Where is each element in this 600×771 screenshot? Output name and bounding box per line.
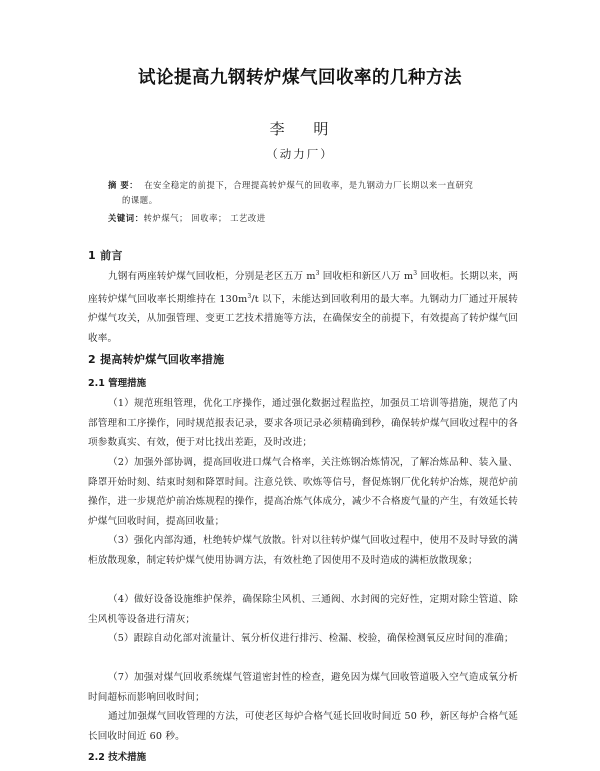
subsection-heading-technical: 2.2 技术措施	[88, 752, 147, 763]
author-affiliation: （动力厂）	[266, 147, 334, 161]
abstract	[108, 178, 528, 208]
measure-item: （2）加强外部协调，提高回收进口煤气合格率，关注炼钢冶炼情况，了解冶炼品种、装入量、降罩开始时刻、结束时刻和降罩时间。注意兑铁、吹炼等信号，督促炼钢厂优化转炉冶炼，规范炉前操作，进一步规范炉前冶炼规程的操作，提高冶炼气体成分，减少不合格废气量的产生，有效延长转炉煤气回收时间，提高回收量；	[88, 457, 518, 527]
subsection-heading-management: 2.1 管理措施	[88, 378, 147, 389]
measure-item: （3）强化内部沟通，杜绝转炉煤气放散。针对以往转炉煤气回收过程中，使用不及时导致的满柜放散现象，制定转炉煤气使用协调方法，有效杜绝了因使用不及时造成的满柜放散现象；	[88, 535, 518, 566]
measure-item: （7）加强对煤气回收系统煤气管道密封性的检查，避免因为煤气回收管道吸入空气造成氧分析时间超标而影响回收时间；	[88, 672, 518, 703]
management-summary: 通过加强煤气回收管理的方法，可使老区每炉合格气延长回收时间近 50 秒，新区每炉合格气延长回收时间近 60 秒。	[88, 711, 518, 742]
section-heading-measures: 2 提高转炉煤气回收率措施	[88, 353, 225, 366]
abstract-text-line1: 在安全稳定的前提下，合理提高转炉煤气的回收率，是九钢动力厂长期以来一直研究	[144, 180, 474, 190]
keywords	[108, 211, 528, 226]
measure-item: （5）跟踪自动化部对流量计、氧分析仪进行排污、检漏、校验，确保检测氧反应时间的准确；	[108, 633, 514, 644]
author-name: 李 明	[269, 120, 341, 138]
keywords-label: 关键词：	[108, 213, 144, 223]
paper-title: 试论提高九钢转炉煤气回收率的几种方法	[138, 68, 462, 88]
abstract-label: 摘 要：	[108, 180, 139, 190]
measure-item: （4）做好设备设施维护保养，确保除尘风机、三通阀、水封阀的完好性，定期对除尘管道、除尘风机等设备进行清灰；	[88, 594, 518, 625]
keywords-text: 转炉煤气； 回收率； 工艺改进	[143, 213, 266, 223]
section-heading-introduction: 1 前言	[88, 249, 123, 262]
abstract-text-line2: 的课题。	[122, 195, 158, 205]
introduction-paragraph: 九钢有两座转炉煤气回收柜，分别是老区五万 $m^3$ 回收柜和新区八万 $m^3$ 回收柜。长期以来，两座转炉煤气回收率长期维持在 $130m^3/t$ 以下，未能达到回收利用的最大率。九钢动力厂通过开展转炉煤气攻关，从加强管理、变更工艺技术措施等方法，在确保安全的前提下，有效提高了转炉煤气回收率。	[88, 270, 518, 344]
measure-item: （1）规范班组管理，优化工序操作，通过强化数据过程监控，加强员工培训等措施，规范了内部管理和工序操作，同时规范报表记录，要求各项记录必须精确到秒，确保转炉煤气回收过程中的各项参数真实、有效，便于对比找出差距，及时改进；	[88, 398, 518, 448]
